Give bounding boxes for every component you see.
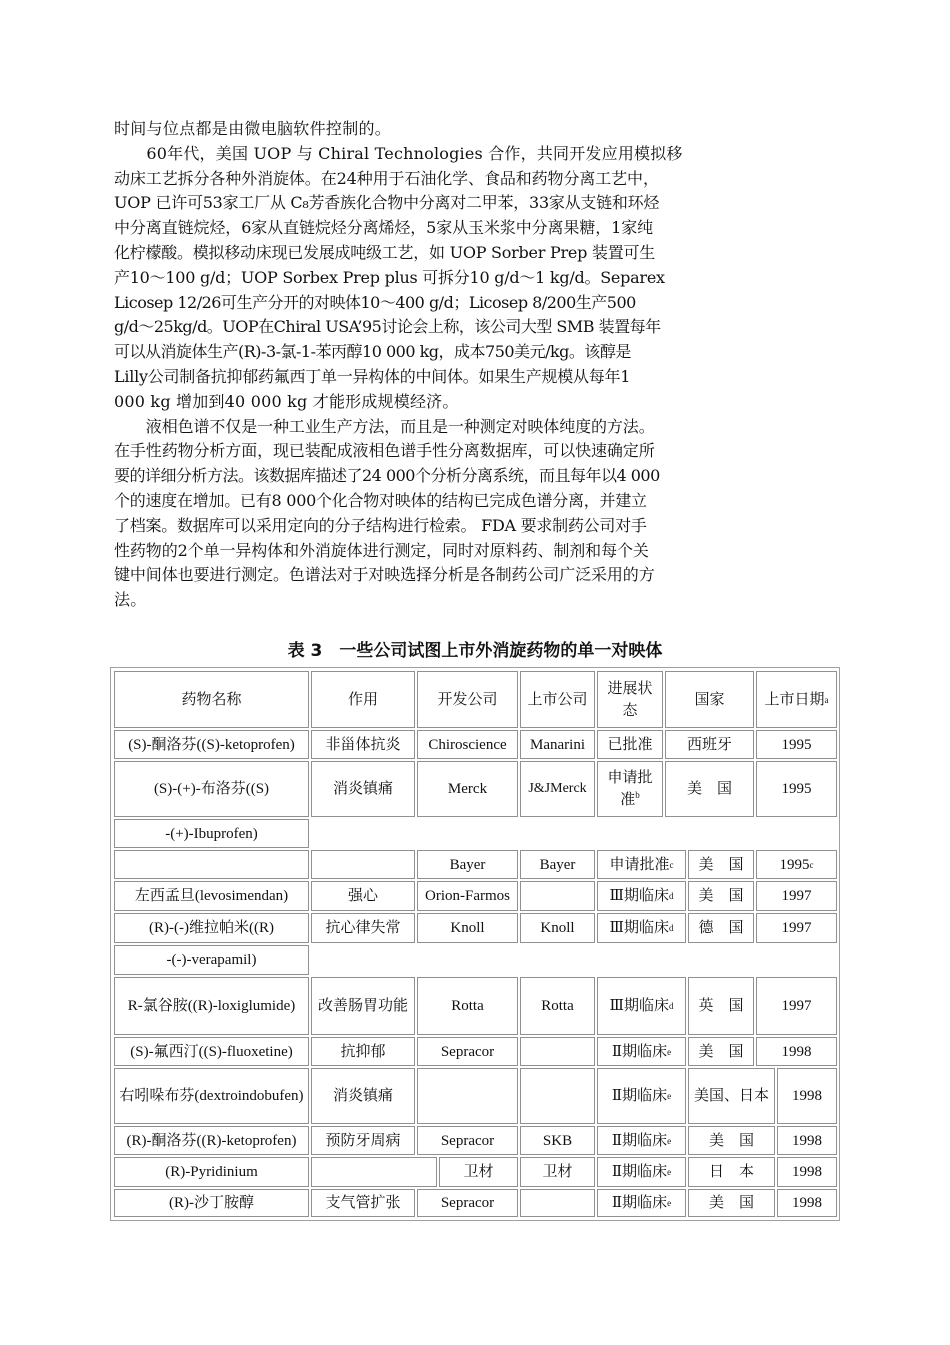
cell-status: Ⅱ期临床 e bbox=[597, 1189, 686, 1217]
text-line: 60年代，美国 UOP 与 Chiral Technologies 合作，共同开发应用模拟移 bbox=[114, 143, 683, 163]
cell-function: 抗抑郁 bbox=[311, 1037, 415, 1066]
cell-marketer: Rotta bbox=[520, 977, 595, 1035]
cell-developer: Merck bbox=[417, 761, 518, 817]
cell-drug-name: 右吲哚布芬(dextroindobufen) bbox=[114, 1068, 309, 1124]
text-line: 时间与位点都是由微电脑软件控制的。 bbox=[114, 119, 392, 138]
text-line: 性药物的2个单一异构体和外消旋体进行测定，同时对原料药、制剂和每个关 bbox=[114, 540, 649, 560]
cell-launch-date: 1997 bbox=[756, 913, 837, 943]
text-line: 产10～100 g/d；UOP Sorbex Prep plus 可拆分10 g/d～1 kg/d。Separex bbox=[114, 267, 665, 287]
body-text bbox=[114, 117, 766, 613]
cell-developer: Chiroscience bbox=[417, 730, 518, 759]
cell-drug-name: -(+)-Ibuprofen) bbox=[114, 819, 309, 848]
text-line: 要的详细分析方法。该数据库描述了24 000个分析分离系统，而且每年以4 000 bbox=[114, 466, 660, 486]
cell-country: 美国、日本 bbox=[688, 1068, 775, 1124]
cell-status: Ⅲ期临床 d bbox=[597, 977, 686, 1035]
text-line: 法。 bbox=[114, 590, 147, 610]
cell-status: 申请批准 c bbox=[597, 850, 686, 879]
cell-status: 申请批准$^b$ bbox=[597, 761, 663, 817]
text-line: g/d～25kg/d。UOP在Chiral USA’95讨论会上称，该公司大型 SMB 装置每年 bbox=[114, 317, 661, 337]
cell-country: 美 国 bbox=[665, 761, 754, 817]
cell-marketer: 卫材 bbox=[520, 1157, 595, 1187]
cell-developer: Orion-Farmos bbox=[417, 881, 518, 911]
cell-drug-name: R-氯谷胺((R)-loxiglumide) bbox=[114, 977, 309, 1035]
text-line: 000 kg 增加到40 000 kg 才能形成规模经济。 bbox=[114, 391, 459, 411]
cell-drug-name: (R)-(-)维拉帕米((R) bbox=[114, 913, 309, 943]
cell-developer: Sepracor bbox=[417, 1037, 518, 1066]
cell-country: 西班牙 bbox=[665, 730, 754, 759]
cell-marketer: Manarini bbox=[520, 730, 595, 759]
cell-country: 美 国 bbox=[688, 1037, 754, 1066]
cell-drug-name: (R)-酮洛芬((R)-ketoprofen) bbox=[114, 1126, 309, 1155]
cell-drug-name: -(-)-verapamil) bbox=[114, 945, 309, 975]
cell-drug-name bbox=[114, 850, 309, 879]
header-developer: 开发公司 bbox=[417, 671, 518, 728]
cell-country: 美 国 bbox=[688, 1189, 775, 1217]
cell-developer bbox=[417, 1068, 518, 1124]
cell-country: 美 国 bbox=[688, 850, 754, 879]
cell-marketer: Bayer bbox=[520, 850, 595, 879]
text-line: 化柠檬酸。模拟移动床现已发展成吨级工艺，如 UOP Sorber Prep 装置可生 bbox=[114, 242, 655, 262]
text-line: 液相色谱不仅是一种工业生产方法，而且是一种测定对映体纯度的方法。 bbox=[114, 416, 655, 436]
drug-table bbox=[110, 667, 840, 1221]
cell-marketer bbox=[520, 1189, 595, 1217]
cell-status: Ⅲ期临床 d bbox=[597, 881, 686, 911]
cell-status: Ⅲ期临床 d bbox=[597, 913, 686, 943]
cell-function: 消炎镇痛 bbox=[311, 761, 415, 817]
cell-marketer bbox=[520, 1068, 595, 1124]
cell-country: 美 国 bbox=[688, 881, 754, 911]
cell-marketer: SKB bbox=[520, 1126, 595, 1155]
header-marketer: 上市公司 bbox=[520, 671, 595, 728]
cell-country: 英 国 bbox=[688, 977, 754, 1035]
cell-function bbox=[311, 850, 415, 879]
cell-function: 支气管扩张 bbox=[311, 1189, 415, 1217]
text-line: Lilly公司制备抗抑郁药氟西丁单一异构体的中间体。如果生产规模从每年1 bbox=[114, 366, 631, 386]
cell-drug-name: (R)-Pyridinium bbox=[114, 1157, 309, 1187]
text-line: Licosep 12/26可生产分开的对映体10～400 g/d；Licosep 8/200生产500 bbox=[114, 292, 636, 312]
text-line: 动床工艺拆分各种外消旋体。在24种用于石油化学、食品和药物分离工艺中， bbox=[114, 168, 659, 188]
cell-developer: Sepracor bbox=[417, 1189, 518, 1217]
cell-developer: Bayer bbox=[417, 850, 518, 879]
cell-launch-date: 1995 c bbox=[756, 850, 837, 879]
cell-function: 消炎镇痛 bbox=[311, 1068, 415, 1124]
cell-country: 日 本 bbox=[688, 1157, 775, 1187]
table-caption: 表 3 一些公司试图上市外消旋药物的单一对映体 bbox=[287, 641, 663, 661]
text-line: 个的速度在增加。已有8 000个化合物对映体的结构已完成色谱分离，并建立 bbox=[114, 490, 647, 510]
cell-drug-name: (R)-沙丁胺醇 bbox=[114, 1189, 309, 1217]
cell-developer: Sepracor bbox=[417, 1126, 518, 1155]
cell-status: 已批准 bbox=[597, 730, 663, 759]
cell-launch-date: 1997 bbox=[756, 881, 837, 911]
text-line: 键中间体也要进行测定。色谱法对于对映选择分析是各制药公司广泛采用的方 bbox=[114, 565, 655, 585]
text-line: UOP 已许可53家工厂从 C₈芳香族化合物中分离对二甲苯，33家从支链和环烃 bbox=[114, 193, 660, 213]
cell-marketer bbox=[520, 1037, 595, 1066]
text-line: 在手性药物分析方面，现已装配成液相色谱手性分离数据库，可以快速确定所 bbox=[114, 441, 655, 461]
cell-drug-name: (S)-(+)-布洛芬((S) bbox=[114, 761, 309, 817]
cell-marketer: Knoll bbox=[520, 913, 595, 943]
cell-status: Ⅱ期临床 e bbox=[597, 1068, 686, 1124]
cell-drug-name: (S)-氟西汀((S)-fluoxetine) bbox=[114, 1037, 309, 1066]
cell-function: 非甾体抗炎 bbox=[311, 730, 415, 759]
cell-developer: Knoll bbox=[417, 913, 518, 943]
cell-launch-date: 1998 bbox=[777, 1189, 837, 1217]
cell-drug-name: 左西孟旦(levosimendan) bbox=[114, 881, 309, 911]
cell-launch-date: 1995 bbox=[756, 730, 837, 759]
cell-marketer bbox=[520, 881, 595, 911]
cell-function bbox=[311, 1157, 437, 1187]
cell-launch-date: 1995 bbox=[756, 761, 837, 817]
cell-country: 美 国 bbox=[688, 1126, 775, 1155]
cell-launch-date: 1998 bbox=[777, 1126, 837, 1155]
cell-launch-date: 1997 bbox=[756, 977, 837, 1035]
cell-marketer: J&JMerck bbox=[520, 761, 595, 817]
cell-launch-date: 1998 bbox=[777, 1068, 837, 1124]
cell-developer: 卫材 bbox=[439, 1157, 518, 1187]
cell-status: Ⅱ期临床 e bbox=[597, 1157, 686, 1187]
header-function: 作用 bbox=[311, 671, 415, 728]
cell-function: 抗心律失常 bbox=[311, 913, 415, 943]
cell-status: Ⅱ期临床 e bbox=[597, 1037, 686, 1066]
header-drug-name: 药物名称 bbox=[114, 671, 309, 728]
header-status: 进展状态 bbox=[597, 671, 663, 728]
cell-drug-name: (S)-酮洛芬((S)-ketoprofen) bbox=[114, 730, 309, 759]
text-line: 可以从消旋体生产(R)-3-氯-1-苯丙醇10 000 kg，成本750美元/kg。该醇是 bbox=[114, 342, 631, 362]
cell-function: 预防牙周病 bbox=[311, 1126, 415, 1155]
cell-launch-date: 1998 bbox=[777, 1157, 837, 1187]
cell-country: 德 国 bbox=[688, 913, 754, 943]
cell-developer: Rotta bbox=[417, 977, 518, 1035]
cell-status: Ⅱ期临床 e bbox=[597, 1126, 686, 1155]
cell-function: 强心 bbox=[311, 881, 415, 911]
text-line: 了档案。数据库可以采用定向的分子结构进行检索。 FDA 要求制药公司对手 bbox=[114, 515, 647, 535]
header-country: 国家 bbox=[665, 671, 754, 728]
cell-launch-date: 1998 bbox=[756, 1037, 837, 1066]
cell-function: 改善肠胃功能 bbox=[311, 977, 415, 1035]
text-line: 中分离直链烷烃，6家从直链烷烃分离烯烃，5家从玉米浆中分离果糖，1家纯 bbox=[114, 218, 654, 238]
header-launch-date: 上市日期 a bbox=[756, 671, 837, 728]
